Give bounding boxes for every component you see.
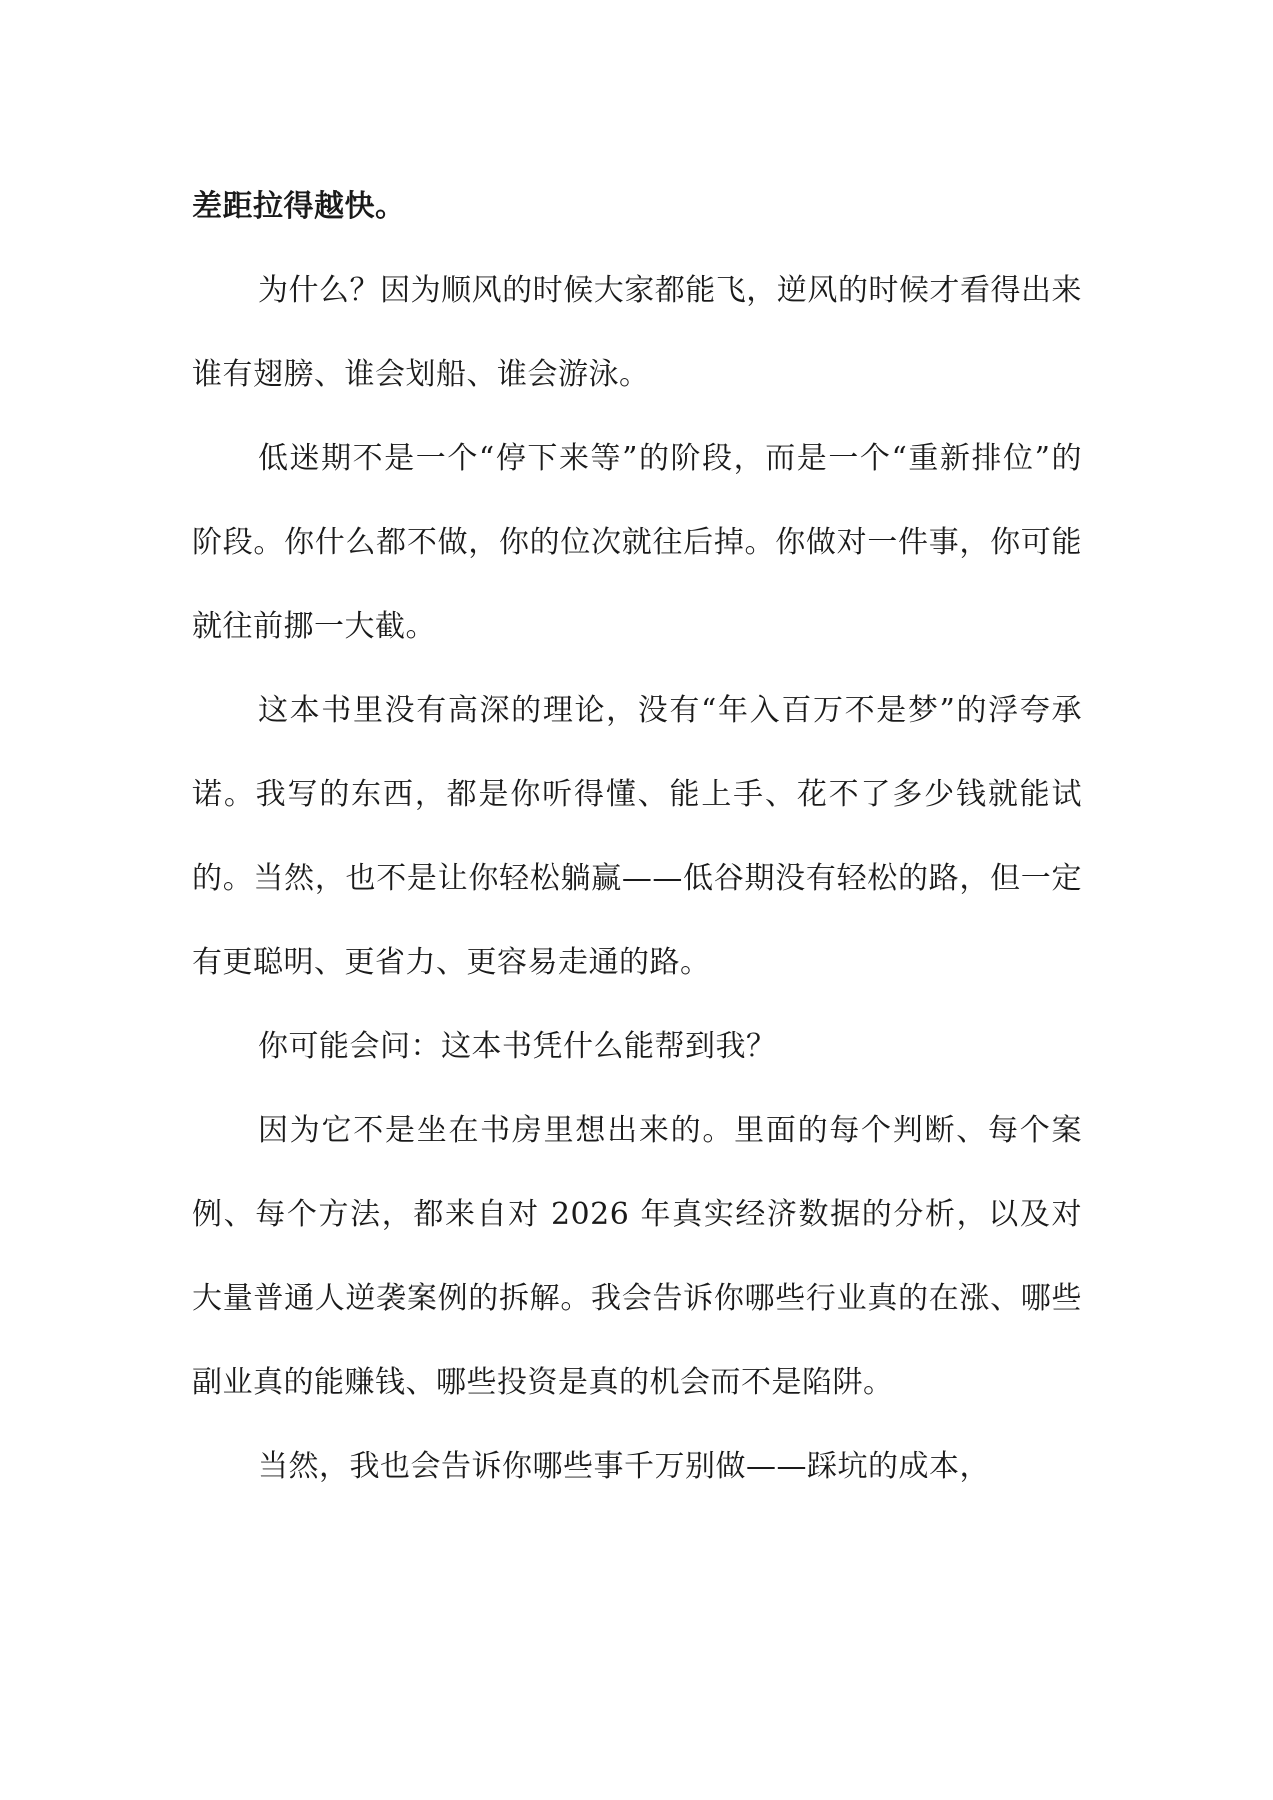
paragraph: 当然，我也会告诉你哪些事千万别做——踩坑的成本，	[258, 1449, 990, 1484]
body-text	[192, 165, 1082, 1509]
paragraph: 因为它不是坐在书房里想出来的。里面的每个判断、每个案例、每个方法，都来自对 2026 年真实经济数据的分析，以及对大量普通人逆袭案例的拆解。我会告诉你哪些行业真的在涨、哪些副业真的能赚钱、哪些投资是真的机会而不是陷阱。	[192, 1113, 1082, 1400]
paragraph-continuation: 差距拉得越快。	[192, 189, 406, 224]
paragraph: 你可能会问：这本书凭什么能帮到我？	[258, 1029, 777, 1064]
paragraph: 低迷期不是一个“停下来等”的阶段，而是一个“重新排位”的阶段。你什么都不做，你的位次就往后掉。你做对一件事，你可能就往前挪一大截。	[192, 441, 1082, 644]
paragraph: 这本书里没有高深的理论，没有“年入百万不是梦”的浮夸承诺。我写的东西，都是你听得懂、能上手、花不了多少钱就能试的。当然，也不是让你轻松躺赢——低谷期没有轻松的路，但一定有更聪明、更省力、更容易走通的路。	[192, 693, 1082, 980]
paragraph: 为什么？因为顺风的时候大家都能飞，逆风的时候才看得出来谁有翅膀、谁会划船、谁会游泳。	[192, 273, 1082, 392]
